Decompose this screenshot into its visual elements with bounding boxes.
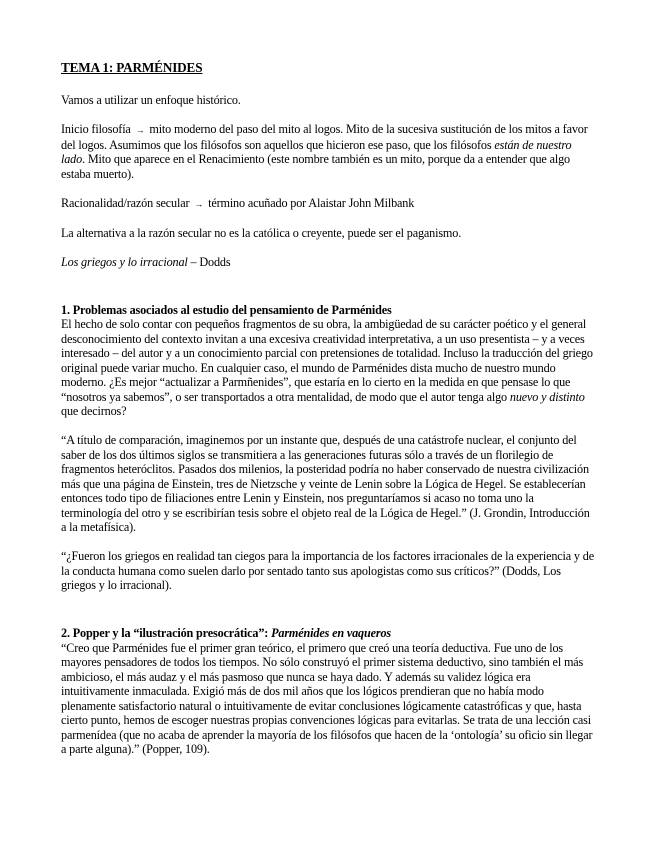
intro-p2-text-b: mito moderno del paso del mito al logos. Mito de la sucesiva sustitución de los mitos a favor del logos. Asumimos que los filósofos son aquellos que hicieron ese paso, que los filósofos — [61, 122, 588, 152]
section-1-body — [61, 317, 595, 419]
section-2-heading — [61, 626, 595, 641]
right-arrow-icon: → — [135, 125, 145, 135]
section-2-body: “Creo que Parménides fue el primer gran teórico, el primero que creó una teoría deductiva. Fue uno de los mayores pensadores de todos los tiempos. No sólo construyó el primer sistema deductivo, sino también el más ambicioso, el más audaz y el más pasmoso que nunca se haya dado. Y además su validez lógica era intuitivamente inmaculada. Exigió más de dos mil años que los lógicos prendieran que no había modo plenamente satisfactorio natural o intuitivamente de evitar conclusiones lógicamente catastróficas y que, hasta cierto punto, hemos de escoger nuestras propias convenciones lógicas para evitarlas. Se trata de una lección casi parmenídea (que no acaba de aprender la mayoría de los filósofos que hacen de la ‘ontología’ su oficio sin llegar a parte alguna).” (Popper, 109). — [61, 640, 593, 756]
intro-p5-italic: Los griegos y lo irracional — [61, 254, 188, 269]
section-2-heading-italic: Parménides en vaqueros — [271, 626, 392, 640]
page-title: TEMA 1: PARMÉNIDES — [61, 60, 203, 75]
intro-paragraph-5 — [61, 255, 595, 270]
section-1-quote-dodds: “¿Fueron los griegos en realidad tan ciegos para la importancia de los factores irracionales de la experiencia y de la conducta humana como suelen darlo por sentado tanto sus apologistas como sus críticos?” (Dodds, Los griegos y lo irracional). — [61, 549, 594, 592]
section-1-heading: 1. Problemas asociados al estudio del pensamiento de Parménides — [61, 302, 392, 317]
intro-p2-text-c: . Mito que aparece en el Renacimiento (este nombre también es un mito, porque da a entender que algo estaba muerto). — [61, 152, 570, 181]
section-1-body-text: El hecho de solo contar con pequeños fragmentos de su obra, la ambigüedad de su carácter poético y el general desconocimiento del contexto invitan a una excesiva creatividad interpretativa, a un uso presentista – y a veces interesado – del autor y a un conocimiento parcial con pretensiones de totalidad. Incluso la traducción del griego original puede variar mucho. En cualquier caso, el mundo de Parménides dista mucho de nuestro mundo moderno. ¿Es mejor “actualizar a Parmñenides”, que estaría en lo cierto en la medida en que pensase lo que “nosotros ya sabemos”, o ser transportados a otra mentalidad, de modo que el autor tenga algo — [61, 317, 593, 404]
section-1-body-italic: nuevo y distinto — [509, 389, 585, 404]
intro-paragraph-3 — [61, 196, 595, 212]
intro-p3-text-b: término acuñado por Alaistar John Milbank — [205, 195, 415, 210]
intro-p2-text: Inicio filosofía — [61, 122, 131, 136]
intro-p2-italic: están de nuestro lado — [61, 137, 572, 166]
intro-p3-text: Racionalidad/razón secular — [61, 195, 190, 210]
section-1-body-text-b: que decirnos? — [61, 404, 127, 418]
intro-p5-text: – Dodds — [187, 254, 231, 269]
right-arrow-icon: → — [194, 198, 204, 209]
intro-paragraph-2 — [61, 122, 595, 181]
intro-paragraph-4: La alternativa a la razón secular no es la católica o creyente, puede ser el paganismo. — [61, 225, 462, 240]
section-2-heading-text: 2. Popper y la “ilustración presocrática”: — [61, 626, 272, 640]
section-1-quote-grondin: “A título de comparación, imaginemos por un instante que, después de una catástrofe nuclear, el conjunto del saber de los dos últimos siglos se transmitiera a las generaciones futuras sólo a través de un florilegio de fragmentos heteróclitos. Pasados dos milenios, la posteridad podría no haber conservado de nuestra civilización más que una página de Einstein, tres de Nietzsche y veinte de Lenin sobre la Lógica de Hegel. Se establecerían entonces todo tipo de filiaciones entre Lenin y Einstein, nos preguntaríamos si acaso no toma uno la terminología del otro y se escribirían tesis sobre el objeto real de la Lógica de Hegel.” (J. Grondin, Introducción a la metafísica). — [61, 433, 590, 534]
intro-paragraph-1: Vamos a utilizar un enfoque histórico. — [61, 93, 241, 107]
